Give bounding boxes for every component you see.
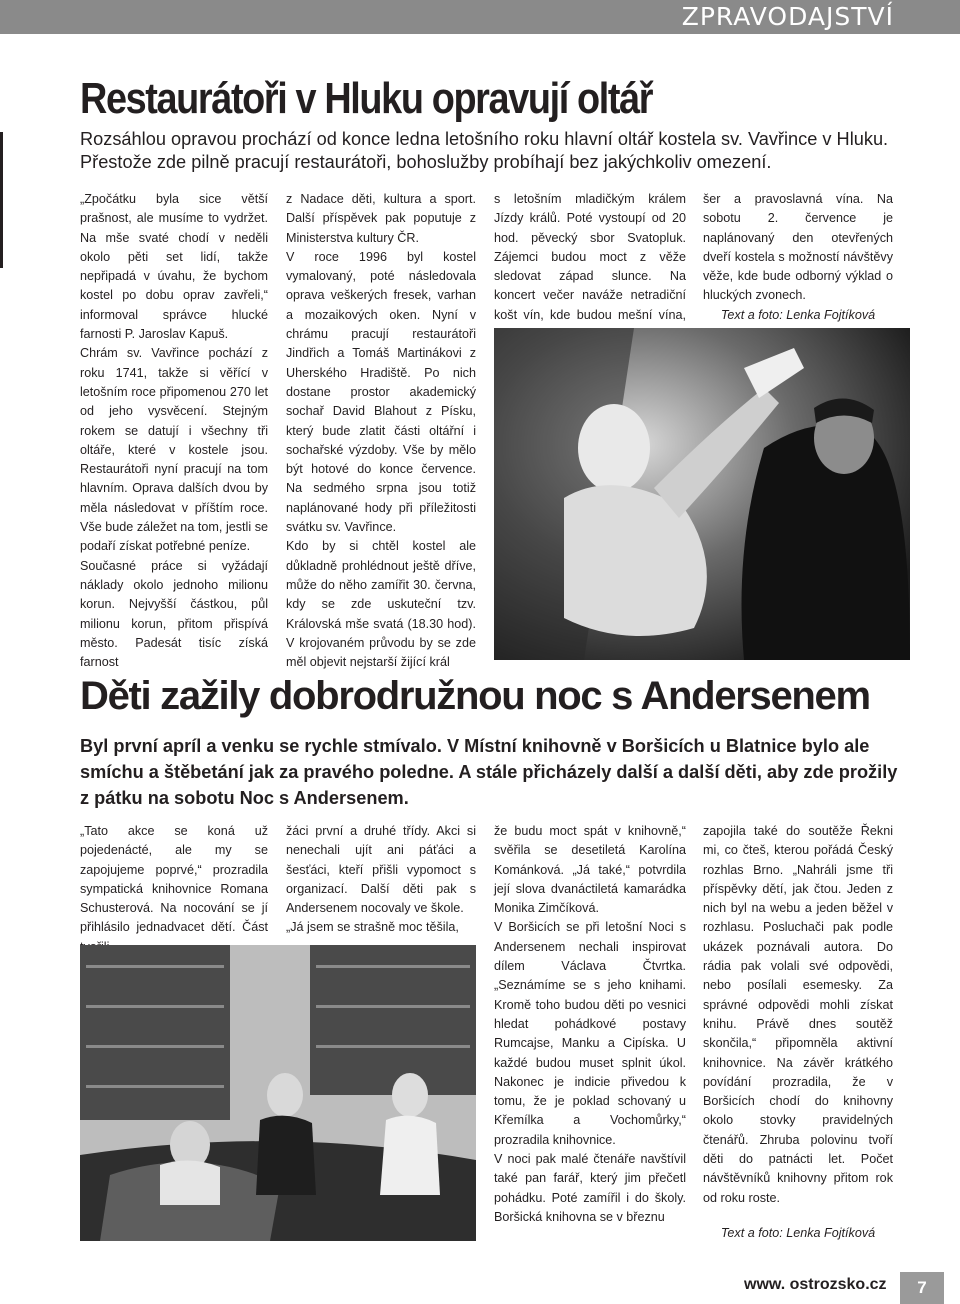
section-label: ZPRAVODAJSTVÍ	[681, 2, 894, 31]
article1-title: Restaurátoři v Hluku opravují oltář	[80, 74, 653, 123]
article1-credit: Text a foto: Lenka Fojtíková	[720, 307, 876, 322]
article2-col3-p3: V noci pak malé čtenáře navštívil také pan farář, který jim přečetl pohádku. Poté zamířil i do školy. Boršická knihovna se v březnu	[494, 1152, 686, 1224]
article1-col1-p3: Současné práce si vyžádají náklady okolo jednoho milionu korun. Nejvyšší částkou, půl milionu korun, přitom přispívá město. Padesát tisíc získá farnost	[80, 558, 268, 670]
article2-col4-p1: zapojila také do soutěže Řekni mi, co čteš, kterou pořádá Český rozhlas Brno. „Nahráli jsme tři příspěvky dětí, jak čtou. Jeden z nich byl na webu a jeden běžel v rozhlasu. Posluchači pak podle ukázek poznávali autora. Do rádia pak volali své odpovědi, nebo posílali esemesky. Za správné odpovědi mohli získat knihu. Právě dnes soutěž skončila,“ připomněla aktivní knihovnice. Na závěr krátkého povídání prozradila, že v Boršicích chodí do knihovny okolo stovky pravidelných čtenářů. Zhruba polovinu tvoří děti do patnácti let. Počet návštěvníků knihovny přitom rok od roku roste.	[703, 824, 893, 1205]
article2-col3-p1: že budu moct spát v knihovně,“ svěřila se desetiletá Karolína Kománková. „Já také,“ potvrdila její slova dvanáctiletá kamarádka Monika Zimčíková.	[494, 824, 686, 916]
article1-col1-p2: Chrám sv. Vavřince pochází z roku 1741, takže si věřící v letošním roce připomenou 270 let od jeho vysvěcení. Stejným rokem se datují i všechny tři oltáře, které v kostele jsou. Restaurátoři nyní pracují na tom hlavním. Oprava dalších dvou by měla následovat v příštím roce. Vše bude záležet na tom, jestli se podaří získat potřebné peníze.	[80, 346, 268, 554]
article1-col1-p1: „Zpočátku byla sice větší prašnost, ale musíme to vydržet. Na mše svaté chodí v neděli okolo pěti set lidí, takže nepřipadá v úvahu, že bychom kostel po dobu oprav zavřeli,“ informoval správce hlucké farnosti P. Jaroslav Kapuš.	[80, 192, 268, 342]
children-library-photo	[80, 945, 476, 1241]
article2-col1	[80, 822, 268, 957]
article1-col2-p2: V roce 1996 byl kostel vymalovaný, poté následovala oprava veškerých fresek, varhan a mozaikových oken. Nyní v chrámu pracují restaurátoři Jindřich a Tomáš Martinákovi z Uherského Hradiště. Po nich dostane prostor akademický sochař David Blahout z Písku, který bude zlatit části oltářní i sochařské výzdoby. Vše by mělo být hotové do konce července. Na sedmého srpna jsou totiž naplánované hody při příležitosti svátku sv. Vavřince.	[286, 249, 476, 535]
article1-col4-p1: šer a pravoslavná vína. Na sobotu 2. července je naplánovaný den otevřených dveří kostela s možností návštěvy věže, kde bude odborný výklad o hluckých zvonech.	[703, 192, 893, 303]
article2-title: Děti zažily dobrodružnou noc s Andersenem	[80, 674, 870, 718]
article1-lead: Rozsáhlou opravou prochází od konce ledna letošního roku hlavní oltář kostela sv. Vavřince v Hluku. Přestože zde pilně pracují restaurátoři, bohoslužby probíhají bez jakýchkoliv omezení.	[80, 129, 889, 172]
article2-col2	[286, 822, 476, 938]
altar-restoration-photo	[494, 328, 910, 660]
article2-lead: Byl první apríl a venku se rychle stmívalo. V Místní knihovně v Boršicích u Blatnice bylo ale smíchu a štěbetání jak za pravého poledne. A stále přicházely další a další děti, aby zde prožily z pátku na sobotu Noc s Andersenem.	[80, 736, 898, 808]
article2-col3	[494, 822, 686, 1227]
article1-col3-p1: s letošním mladičkým králem Jízdy králů. Poté vystoupí od 20 hod. pěvecký sbor Svatopluk. Zájemci budou moct z věže sledovat západ slunce. Na koncert večer naváže netradiční košt vín, kde budou mešní vína,	[494, 192, 686, 322]
article1-col3	[494, 190, 686, 344]
article1-col2-p1: z Nadace děti, kultura a sport. Další příspěvek pak poputuje z Ministerstva kultury ČR.	[286, 192, 476, 245]
article2-col3-p2: V Boršicích se při letošní Noci s Andersenem nechali inspirovat dílem Václava Čtvrtka. „Seznámíme se s jeho knihami. Kromě toho budou děti po vesnici hledat pohádkové postavy Rumcajse, Manku a Cipíska. U každé budou muset splnit úkol. Nakonec je indicie přivedou k tomu, že je poklad schovaný u Křemílka a Vochomůrky,“ prozradila knihovnice.	[494, 920, 686, 1147]
article1-col1	[80, 190, 268, 672]
article1-col2-p3: Kdo by si chtěl kostel ale důkladně prohlédnout ještě dříve, může do něho zamířit 30. června, kdy se zde uskuteční tzv. Královská mše svatá (18.30 hod). V krojovaném průvodu by se zde měl objevit nejstarší žijící král	[286, 539, 476, 670]
margin-rule	[0, 132, 3, 268]
section-bar	[0, 0, 960, 34]
article2-col1-p1: „Tato akce se koná už pojedenácté, ale my se zapojujeme poprvé,“ prozradila sympatická knihovnice Romana Schusterová. Na nocování se jí přihlásilo jednadvacet dětí. Část	[80, 824, 268, 935]
article1-col4	[703, 190, 893, 325]
footer-url: www. ostrozsko.cz	[744, 1276, 887, 1293]
article2-credit: Text a foto: Lenka Fojtíková	[720, 1225, 876, 1240]
article2-col4	[703, 822, 893, 1243]
page-number: 7	[900, 1272, 944, 1304]
article2-col2-p2: „Já jsem se strašně moc těšila,	[286, 920, 459, 935]
article1-col2	[286, 190, 476, 672]
article2-col2-p1: žáci první a druhé třídy. Akci si nenechali ujít ani páťáci a šesťáci, kteří přišli vypomoct s organizací. Další děti pak s Andersenem nocovaly ve škole.	[286, 824, 476, 916]
